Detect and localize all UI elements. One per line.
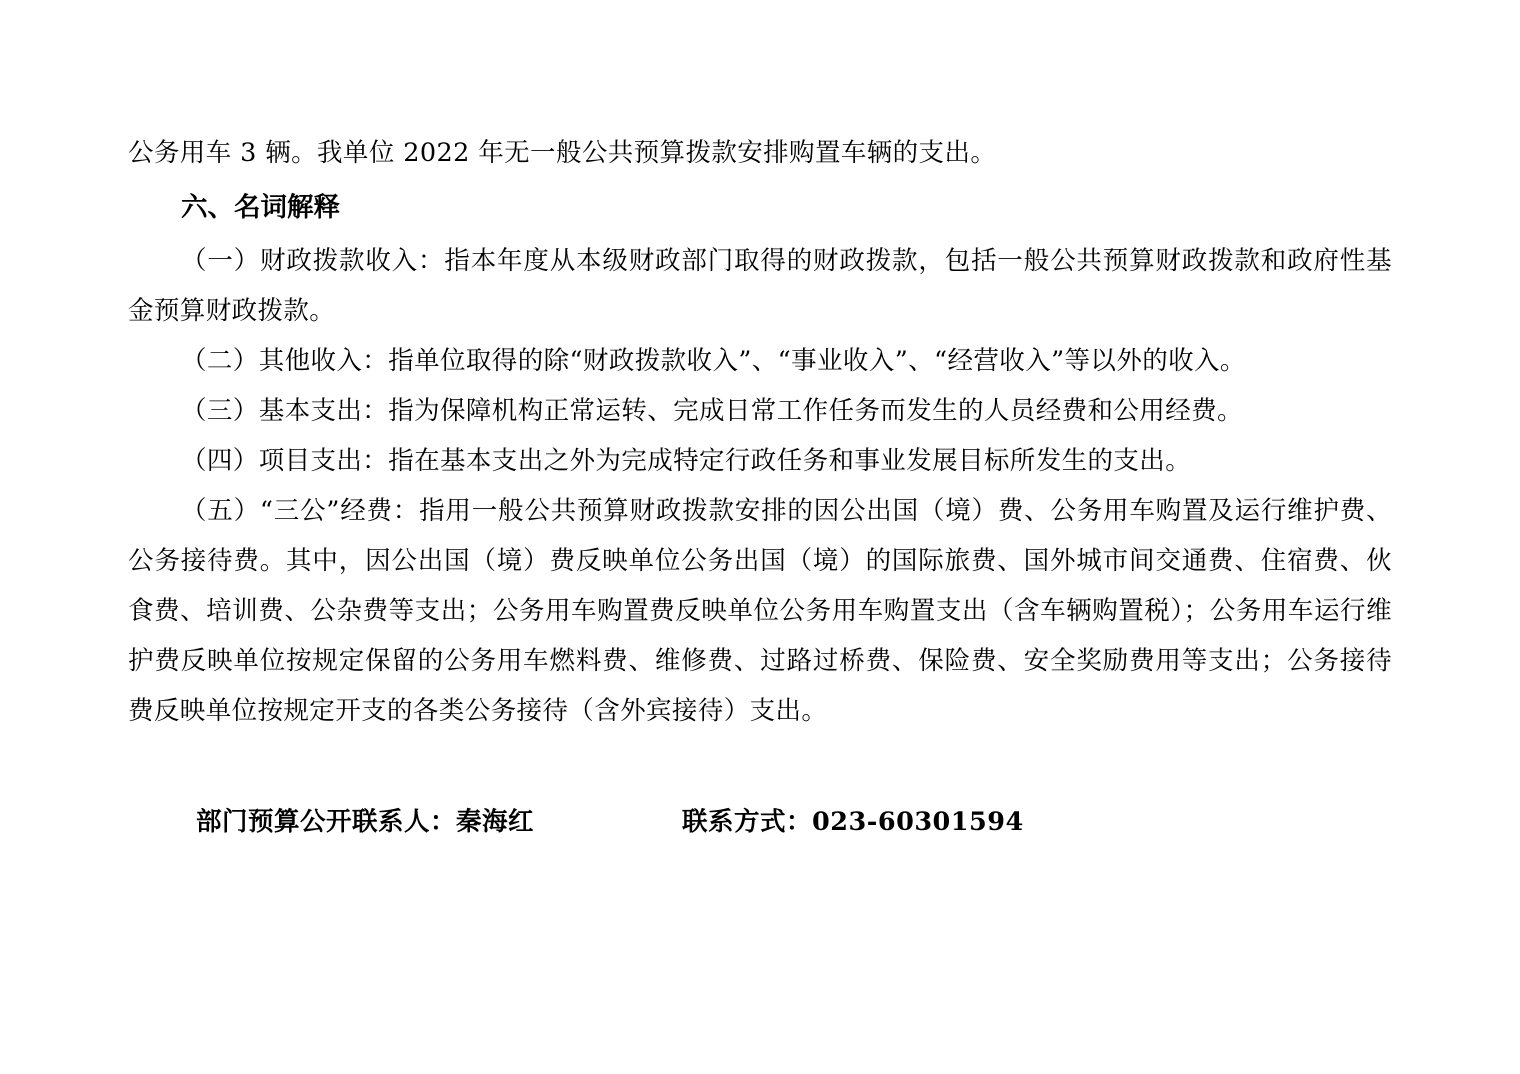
paragraph-fiscal-appropriation-income: （一）财政拨款收入：指本年度从本级财政部门取得的财政拨款，包括一般公共预算财政拨款和政府性基金预算财政拨款。 — [128, 246, 1392, 326]
paragraph-basic-expenditure: （三）基本支出：指为保障机构正常运转、完成日常工作任务而发生的人员经费和公用经费。 — [181, 396, 1243, 426]
contact-phone: 联系方式：023-60301594 — [682, 807, 1024, 837]
paragraph-project-expenditure: （四）项目支出：指在基本支出之外为完成特定行政任务和事业发展目标所发生的支出。 — [181, 446, 1192, 476]
section-heading-terminology: 六、名词解释 — [181, 192, 340, 223]
continuation-paragraph: 公务用车 3 辆。我单位 2022 年无一般公共预算拨款安排购置车辆的支出。 — [128, 138, 997, 168]
contact-block — [128, 798, 1392, 846]
contact-person: 部门预算公开联系人：秦海红 — [196, 807, 535, 837]
paragraph-other-income: （二）其他收入：指单位取得的除“财政拨款收入”、“事业收入”、“经营收入”等以外的收入。 — [181, 346, 1246, 376]
paragraph-three-public-expenses: （五）“三公”经费：指用一般公共预算财政拨款安排的因公出国（境）费、公务用车购置及运行维护费、公务接待费。其中，因公出国（境）费反映单位公务出国（境）的国际旅费、国外城市间交通费、住宿费、伙食费、培训费、公杂费等支出；公务用车购置费反映单位公务用车购置支出（含车辆购置税）；公务用车运行维护费反映单位按规定保留的公务用车燃料费、维修费、过路过桥费、保险费、安全奖励费用等支出；公务接待费反映单位按规定开支的各类公务接待（含外宾接待）支出。 — [128, 496, 1392, 726]
